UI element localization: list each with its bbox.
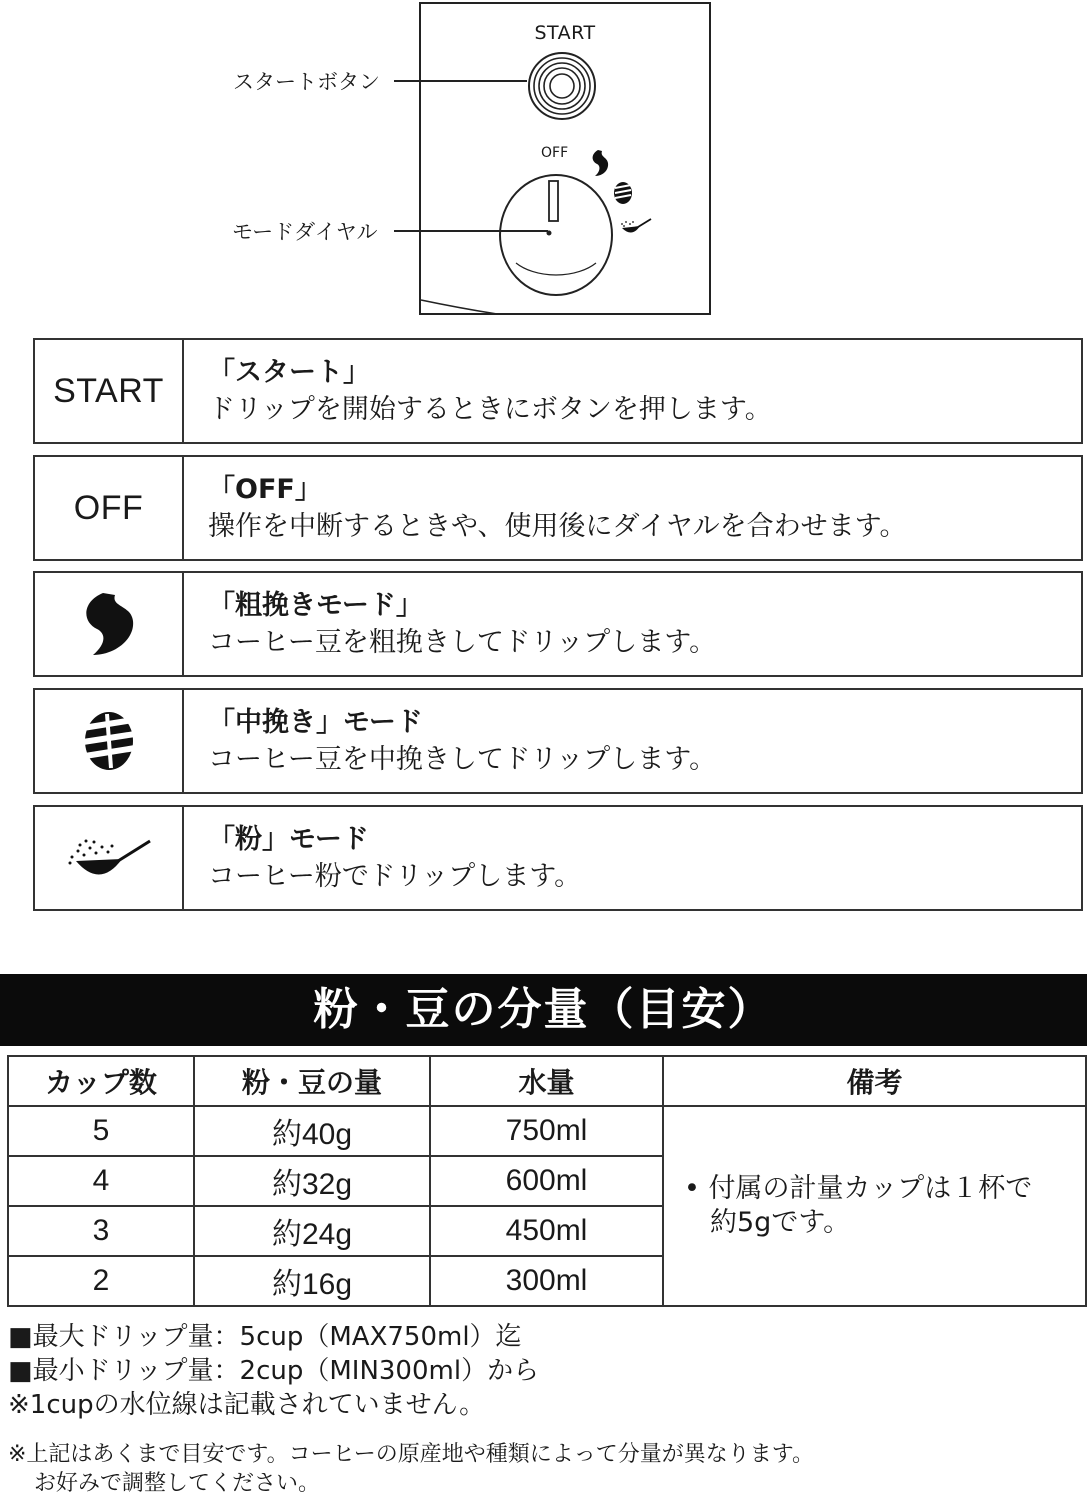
- table-cell: 約40g: [194, 1106, 430, 1156]
- mode-title: 「スタート」: [208, 357, 370, 388]
- remarks-cell: [663, 1106, 1086, 1306]
- table-cell: 約16g: [194, 1256, 430, 1306]
- mode-row-powder: [33, 805, 1083, 911]
- callout-line-start: [394, 80, 527, 82]
- table-cell: 4: [8, 1156, 194, 1206]
- mode-row-start: [33, 338, 1083, 444]
- table-cell: 2: [8, 1256, 194, 1306]
- mode-row-coarse: [33, 571, 1083, 677]
- mode-key-coarse: [35, 573, 184, 675]
- coarse-bean-icon: [79, 591, 139, 657]
- table-cell: 5: [8, 1106, 194, 1156]
- start-label: START: [534, 22, 596, 44]
- off-label: OFF: [541, 145, 569, 161]
- callout-mode-dial: モードダイヤル: [232, 220, 378, 244]
- table-header-row: [8, 1056, 1086, 1106]
- mode-title: 「OFF」: [208, 474, 322, 505]
- table-cell: 600ml: [430, 1156, 663, 1206]
- mode-row-off: [33, 455, 1083, 561]
- mode-key-off: OFF: [35, 457, 184, 559]
- mode-key-powder: [35, 807, 184, 909]
- footnote-line: ■最大ドリップ量：5cup（MAX750ml）迄: [8, 1322, 522, 1352]
- mode-row-medium: [33, 688, 1083, 794]
- footnote-line: ※1cupの水位線は記載されていません。: [8, 1390, 486, 1420]
- mode-title: 「粉」モード: [208, 824, 369, 855]
- column-header: 水量: [430, 1056, 663, 1106]
- mode-key-start: START: [35, 340, 184, 442]
- mode-description: 操作を中断するときや、使用後にダイヤルを合わせます。: [208, 511, 907, 542]
- control-panel-diagram: [419, 2, 711, 315]
- remarks-line: 約5gです。: [710, 1207, 851, 1238]
- start-button-icon: [526, 50, 598, 122]
- panel-base-line: [419, 296, 499, 316]
- powder-scoop-icon: [66, 833, 152, 883]
- mode-title: 「粗挽きモード」: [208, 590, 423, 621]
- table-cell: 約32g: [194, 1156, 430, 1206]
- drip-amount-notes: [8, 1320, 539, 1422]
- callout-start-button: スタートボタン: [233, 70, 380, 94]
- callout-line-dial: [394, 230, 548, 232]
- mode-title: 「中挽き」モード: [208, 707, 423, 738]
- column-header: 備考: [663, 1056, 1086, 1106]
- disclaimer-note: [8, 1440, 814, 1498]
- table-cell: 750ml: [430, 1106, 663, 1156]
- mode-key-medium: [35, 690, 184, 792]
- medium-bean-icon: [81, 710, 137, 772]
- footnote-line: お好みで調整してください。: [34, 1471, 321, 1496]
- mode-description: コーヒー粉でドリップします。: [208, 861, 582, 892]
- mode-description: ドリップを開始するときにボタンを押します。: [208, 394, 772, 425]
- footnote-line: ※上記はあくまで目安です。コーヒーの原産地や種類によって分量が異なります。: [8, 1442, 815, 1467]
- quantity-heading: 粉・豆の分量（目安）: [0, 974, 1087, 1046]
- column-header: 粉・豆の量: [194, 1056, 430, 1106]
- column-header: カップ数: [8, 1056, 194, 1106]
- quantity-table: [7, 1055, 1087, 1307]
- table-row: [8, 1106, 1086, 1156]
- remarks-line: • 付属の計量カップは１杯で: [684, 1173, 1033, 1204]
- table-cell: 300ml: [430, 1256, 663, 1306]
- mode-dial-icon: [496, 171, 616, 299]
- mode-description: コーヒー豆を粗挽きしてドリップします。: [208, 627, 717, 658]
- table-cell: 3: [8, 1206, 194, 1256]
- mode-description: コーヒー豆を中挽きしてドリップします。: [208, 744, 717, 775]
- table-cell: 約24g: [194, 1206, 430, 1256]
- footnote-line: ■最小ドリップ量：2cup（MIN300ml）から: [8, 1356, 540, 1386]
- table-cell: 450ml: [430, 1206, 663, 1256]
- powder-scoop-small-icon: [618, 216, 652, 238]
